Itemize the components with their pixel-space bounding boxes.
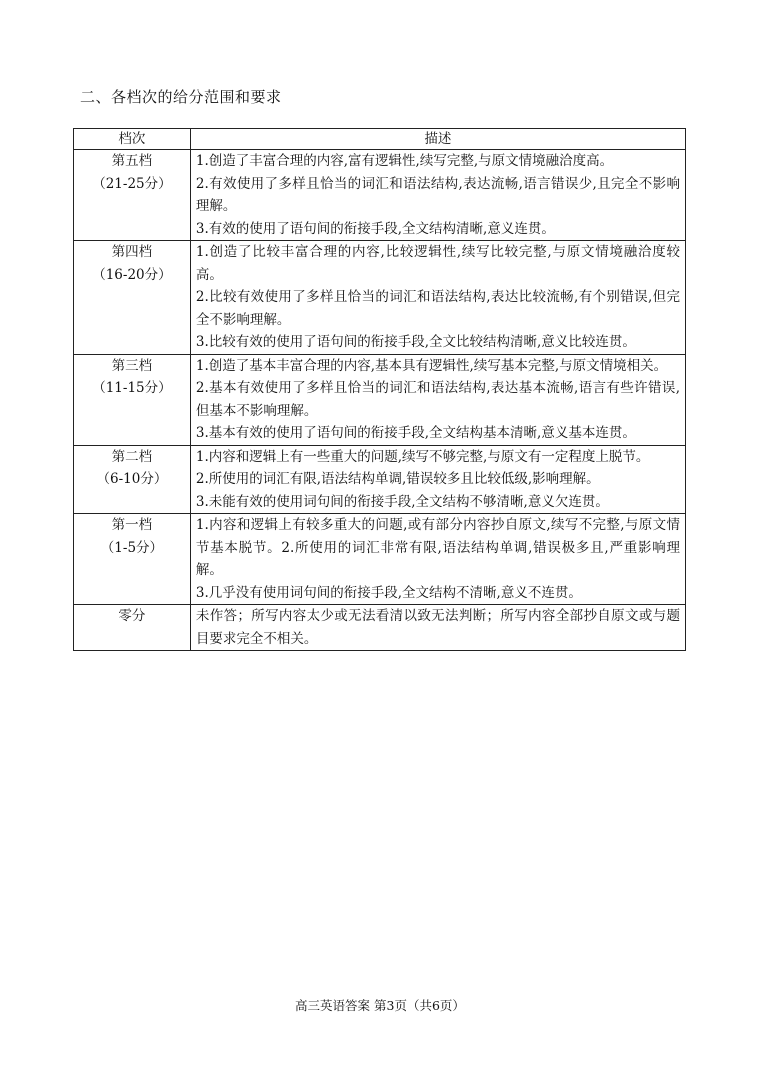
level-name: 第一档 xyxy=(111,517,153,533)
level-cell xyxy=(74,354,191,445)
criterion-text: 3.有效的使用了语句间的衔接手段,全文结构清晰,意义连贯。 xyxy=(195,220,555,237)
criterion-text: 未作答；所写内容太少或无法看清以致无法判断；所写内容全部抄自原文或与题目要求完全不相关。 xyxy=(195,608,680,647)
criterion-text: 2.有效使用了多样且恰当的词汇和语法结构,表达流畅,语言错误少,且完全不影响理解。 xyxy=(195,175,680,214)
table-row xyxy=(74,605,686,651)
criterion-text: 1.创造了基本丰富合理的内容,基本具有逻辑性,续写基本完整,与原文情境相关。 xyxy=(195,357,668,374)
section-heading: 二、各档次的给分范围和要求 xyxy=(80,88,282,106)
score-range: （21-25分） xyxy=(92,175,172,192)
level-cell xyxy=(74,605,191,651)
table-row xyxy=(74,241,686,355)
header-description: 描述 xyxy=(190,129,685,150)
description-cell xyxy=(190,514,685,605)
description-cell xyxy=(190,150,685,241)
criterion-text: 1.创造了丰富合理的内容,富有逻辑性,续写完整,与原文情境融洽度高。 xyxy=(195,153,614,169)
page-footer: 高三英语答案 第3页（共6页） xyxy=(295,998,465,1013)
header-level: 档次 xyxy=(74,129,191,150)
criterion-text: 1.内容和逻辑上有一些重大的问题,续写不够完整,与原文有一定程度上脱节。 xyxy=(195,448,650,465)
criterion-text: 2.基本有效使用了多样且恰当的词汇和语法结构,表达基本流畅,语言有些许错误,但基本不影响理解。 xyxy=(195,380,680,419)
description-cell xyxy=(190,605,685,651)
description-cell xyxy=(190,354,685,445)
criterion-text: 3.比较有效的使用了语句间的衔接手段,全文比较结构清晰,意义比较连贯。 xyxy=(195,334,636,350)
criterion-text: 2.所使用的词汇有限,语法结构单调,错误较多且比较低级,影响理解。 xyxy=(195,471,600,487)
score-range: （6-10分） xyxy=(96,471,168,487)
table-row xyxy=(74,150,686,241)
grading-table xyxy=(73,128,686,651)
description-cell xyxy=(190,445,685,514)
table-row xyxy=(74,445,686,514)
table-header-row xyxy=(74,129,686,150)
table-row xyxy=(74,354,686,445)
score-range: （1-5分） xyxy=(100,539,164,556)
criterion-text: 3.未能有效的使用词句间的衔接手段,全文结构不够清晰,意义欠连贯。 xyxy=(195,493,609,510)
score-range: （11-15分） xyxy=(92,380,172,396)
level-name: 第五档 xyxy=(111,153,153,169)
level-cell xyxy=(74,445,191,514)
level-name: 第二档 xyxy=(111,448,153,465)
level-name: 第三档 xyxy=(111,357,153,374)
level-name: 零分 xyxy=(118,608,146,624)
criterion-text: 3.基本有效的使用了语句间的衔接手段,全文结构基本清晰,意义基本连贯。 xyxy=(195,425,636,441)
criterion-text: 1.内容和逻辑上有较多重大的问题,或有部分内容抄自原文,续写不完整,与原文情节基本脱节。2.所使用的词汇非常有限,语法结构单调,错误极多且,严重影响理解。 xyxy=(195,517,680,578)
level-cell xyxy=(74,514,191,605)
score-range: （16-20分） xyxy=(92,266,172,283)
criterion-text: 2.比较有效使用了多样且恰当的词汇和语法结构,表达比较流畅,有个别错误,但完全不影响理解。 xyxy=(195,289,680,328)
table-row xyxy=(74,514,686,605)
level-cell xyxy=(74,241,191,355)
level-cell xyxy=(74,150,191,241)
criterion-text: 3.几乎没有使用词句间的衔接手段,全文结构不清晰,意义不连贯。 xyxy=(195,584,582,601)
description-cell xyxy=(190,241,685,355)
level-name: 第四档 xyxy=(111,244,153,260)
criterion-text: 1.创造了比较丰富合理的内容,比较逻辑性,续写比较完整,与原文情境融洽度较高。 xyxy=(195,244,680,283)
